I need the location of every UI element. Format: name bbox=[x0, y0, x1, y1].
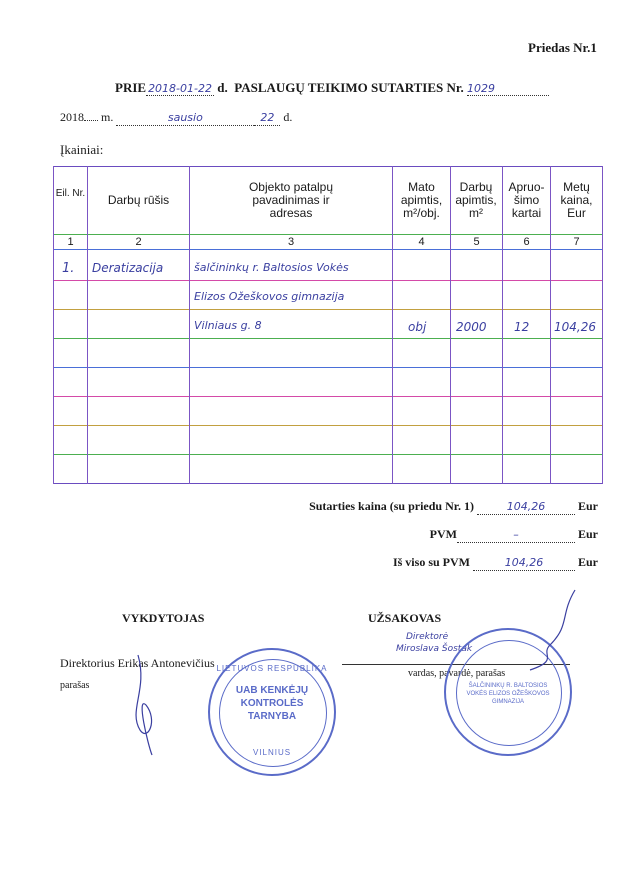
column-number: 2 bbox=[135, 236, 142, 248]
header-work-type: Darbų rūšis bbox=[107, 193, 170, 207]
client-stamp-line-1: Direktorė bbox=[406, 632, 449, 642]
entry-object-line-1: šalčininkų r. Baltosios Vokės bbox=[194, 261, 349, 274]
column-number: 5 bbox=[473, 236, 480, 248]
executor-title: VYKDYTOJAS bbox=[122, 611, 205, 625]
title-prefix: PRIE bbox=[115, 80, 147, 95]
entry-work-type: Deratizacija bbox=[92, 261, 164, 275]
client-name-label: vardas, pavardė, parašas bbox=[408, 668, 506, 679]
header-index: Eil. Nr. bbox=[55, 188, 86, 199]
title-number: 1029 bbox=[467, 82, 549, 96]
header-unit: Mato apimtis, m²/obj. bbox=[400, 180, 443, 220]
vat-value: – bbox=[513, 528, 519, 541]
entry-index: 1. bbox=[62, 261, 75, 276]
title-main: PASLAUGŲ TEIKIMO SUTARTIES Nr. bbox=[234, 80, 464, 95]
prices-label: Įkainiai: bbox=[60, 142, 104, 157]
column-number: 6 bbox=[523, 236, 530, 248]
entry-volume: 2000 bbox=[456, 320, 487, 334]
executor-signature-label: parašas bbox=[60, 680, 90, 691]
column-number: 3 bbox=[287, 236, 295, 248]
entry-object-line-3: Vilniaus g. 8 bbox=[194, 319, 262, 332]
entry-times: 12 bbox=[514, 320, 530, 334]
client-title: UŽSAKOVAS bbox=[368, 611, 442, 625]
title-d: d. bbox=[217, 80, 228, 95]
date-day: 22 bbox=[260, 111, 275, 124]
contract-price-value: 104,26 bbox=[506, 500, 546, 513]
currency: Eur bbox=[577, 499, 598, 513]
annex-label: Priedas Nr.1 bbox=[528, 40, 597, 55]
total-label: Iš viso su PVM bbox=[392, 555, 470, 569]
header-price: Metų kaina, Eur bbox=[560, 180, 593, 220]
currency: Eur bbox=[577, 555, 598, 569]
vat-row bbox=[430, 527, 598, 543]
stamp-right-text: ŠALČININKŲ R. BALTOSIOS VOKĖS ELIZOS OŽEŠKOVOS GIMNAZIJA bbox=[466, 683, 550, 705]
header-times: Apruo-šimo kartai bbox=[508, 180, 545, 220]
date-year: 2018 bbox=[60, 110, 84, 124]
contract-price-label: Sutarties kaina (su priedu Nr. 1) bbox=[309, 499, 474, 513]
column-number: 1 bbox=[67, 236, 74, 248]
vat-label: PVM bbox=[429, 527, 457, 541]
date-year-suffix: m. bbox=[101, 110, 114, 124]
column-number: 4 bbox=[418, 236, 425, 248]
stamp-left-top: LIETUVOS RESPUBLIKA bbox=[216, 664, 328, 673]
entry-object-line-2: Elizos Ožeškovos gimnazija bbox=[194, 290, 345, 303]
stamp-left-bottom: VILNIUS bbox=[252, 748, 292, 757]
title-date: 2018-01-22 bbox=[148, 82, 212, 95]
column-number: 7 bbox=[573, 236, 580, 248]
header-object: Objekto patalpų pavadinimas ir adresas bbox=[248, 180, 334, 220]
currency: Eur bbox=[577, 527, 598, 541]
total-value: 104,26 bbox=[504, 556, 544, 569]
executor-stamp bbox=[208, 648, 336, 776]
date-month: sausio bbox=[167, 111, 203, 124]
date-day-suffix: d. bbox=[283, 110, 293, 124]
client-stamp-line-2: Miroslava Šostak bbox=[396, 644, 473, 654]
executor-person: Direktorius Erikas Antonevičius bbox=[60, 656, 215, 670]
contract-price-row bbox=[309, 499, 598, 515]
header-volume: Darbų apimtis, m² bbox=[455, 180, 497, 220]
entry-annual-price: 104,26 bbox=[554, 320, 596, 334]
entry-unit: obj bbox=[408, 320, 427, 334]
client-signature bbox=[520, 585, 590, 675]
executor-signature bbox=[118, 650, 178, 760]
stamp-left-center: UAB KENKĖJŲ KONTROLĖS TARNYBA bbox=[235, 685, 309, 722]
total-row bbox=[393, 555, 598, 571]
